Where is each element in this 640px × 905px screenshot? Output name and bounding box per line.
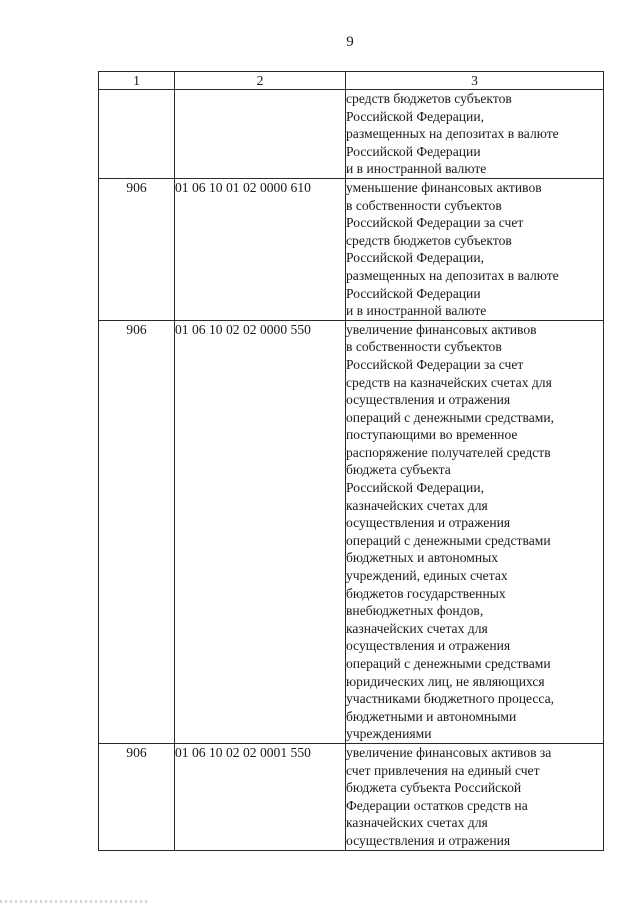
description-cell [346,178,604,320]
description-line: распоряжение получателей средств [346,444,551,460]
description-line: и в иностранной валюте [346,161,487,177]
description-line: поступающими во временное [346,427,518,443]
header-cell-2: 2 [175,72,346,90]
description-line: увеличение финансовых активов [346,321,537,337]
description-line: размещенных на депозитах в валюте [346,267,559,283]
table-row [99,320,604,743]
description-line: бюджетными и автономными [346,708,517,724]
admin-code-cell: 906 [99,178,175,320]
budget-code-table [98,71,604,851]
classification-code-cell [175,90,346,179]
description-line: бюджета субъекта Российской [346,780,522,796]
admin-code-cell [99,90,175,179]
table-row [99,178,604,320]
description-line: Российской Федерации [346,143,481,159]
description-line: осуществления и отражения [346,638,511,654]
description-line: Российской Федерации [346,285,481,301]
description-cell [346,743,604,850]
header-cell-1: 1 [99,72,175,90]
description-line: бюджетов государственных [346,585,506,601]
description-line: операций с денежными средствами [346,656,551,671]
description-line: в собственности субъектов [346,197,502,213]
description-line: счет привлечения на единый счет [346,762,540,778]
description-line: осуществления и отражения [346,392,511,408]
description-line: Российской Федерации за счет [346,356,524,372]
table-row [99,90,604,179]
description-line: средств бюджетов субъектов [346,232,512,248]
scan-artifact [0,900,150,903]
description-line: казначейских счетах для [346,620,488,636]
description-line: средств на казначейских счетах для [346,374,552,390]
description-line: и в иностранной валюте [346,303,487,319]
description-cell [346,320,604,743]
description-line: операций с денежными средствами, [346,409,555,425]
description-line: Российской Федерации, [346,108,484,124]
description-line: осуществления и отражения [346,832,511,848]
description-line: бюджетных и автономных [346,550,499,566]
classification-code-cell: 01 06 10 01 02 0000 610 [175,178,346,320]
description-line: операций с денежными средствами [346,532,551,548]
description-line: уменьшение финансовых активов [346,179,542,195]
description-line: участниками бюджетного процесса, [346,691,555,707]
description-cell [346,90,604,179]
description-line: юридических лиц, не являющихся [346,673,545,689]
description-line: средств бюджетов субъектов [346,91,512,106]
description-line: осуществления и отражения [346,515,511,531]
description-line: учреждениями [346,726,432,742]
description-line: учреждений, единых счетах [346,568,508,584]
description-line: внебюджетных фондов, [346,603,484,619]
description-line: казначейских счетах для [346,497,488,513]
description-line: казначейских счетах для [346,815,488,831]
description-line: Российской Федерации за счет [346,215,524,231]
header-cell-3: 3 [346,72,604,90]
description-line: в собственности субъектов [346,339,502,355]
description-line: Российской Федерации, [346,250,484,266]
classification-code-cell: 01 06 10 02 02 0000 550 [175,320,346,743]
description-line: увеличение финансовых активов за [346,744,552,760]
description-line: бюджета субъекта [346,462,451,478]
admin-code-cell: 906 [99,320,175,743]
page-number: 9 [346,34,354,50]
table-row [99,743,604,850]
description-line: Российской Федерации, [346,480,484,496]
classification-code-cell: 01 06 10 02 02 0001 550 [175,743,346,850]
description-line: размещенных на депозитах в валюте [346,126,559,142]
admin-code-cell: 906 [99,743,175,850]
description-line: Федерации остатков средств на [346,797,528,813]
table-header-row [99,72,604,90]
